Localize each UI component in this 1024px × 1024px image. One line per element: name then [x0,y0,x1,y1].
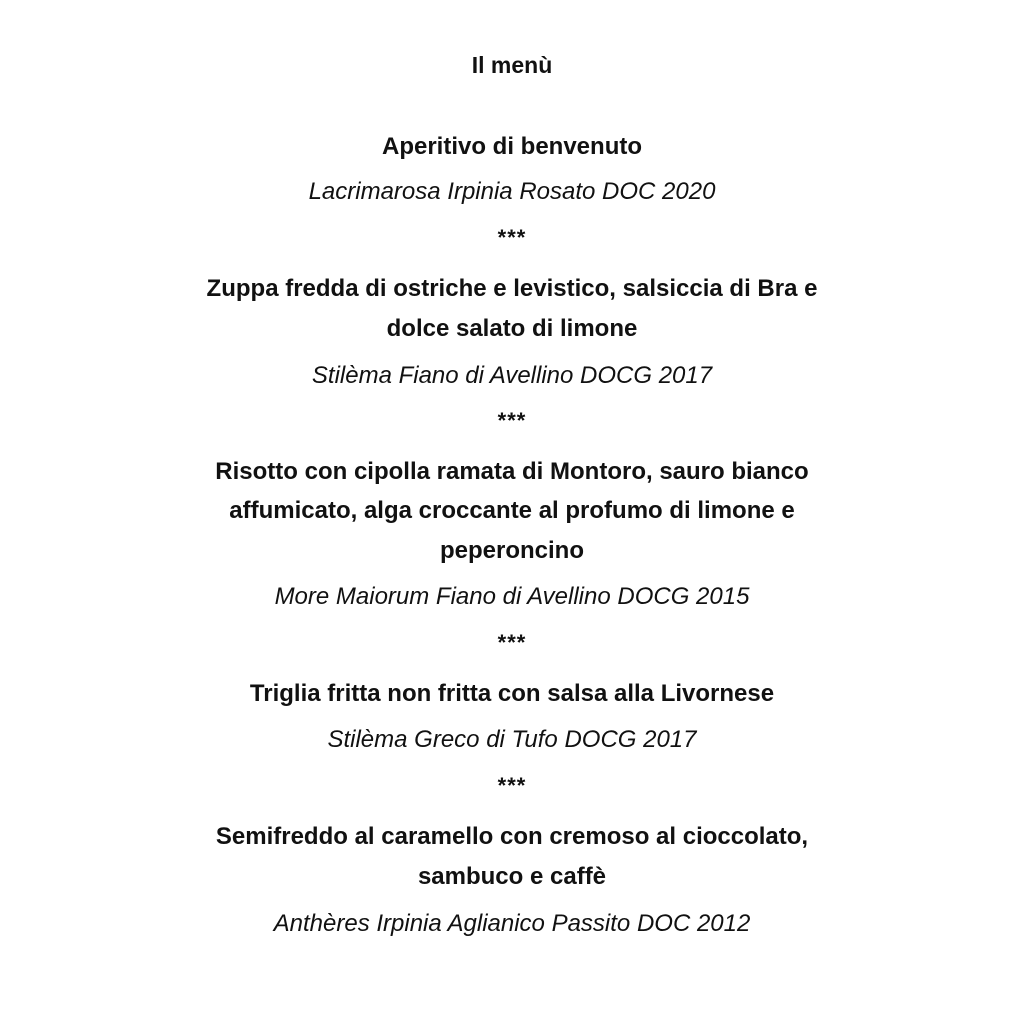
course-3-dish-line-1: Risotto con cipolla ramata di Montoro, sauro bianco [215,458,809,485]
course-1-dish-line-1: Aperitivo di benvenuto [381,133,642,160]
course-4-dish-line-1: Triglia fritta non fritta con salsa alla Livornese [249,680,775,707]
separator-2: *** [497,408,527,433]
course-5-dish-line-1: Semifreddo al caramello con cremoso al cioccolato, [215,823,809,850]
course-1-wine: Lacrimarosa Irpinia Rosato DOC 2020 [308,178,716,205]
separator-4: *** [497,773,527,798]
course-4-wine: Stilèma Greco di Tufo DOCG 2017 [327,726,697,753]
course-3-wine: More Maiorum Fiano di Avellino DOCG 2015 [274,583,750,610]
course-5-wine: Anthères Irpinia Aglianico Passito DOC 2012 [273,910,751,937]
course-2-dish-line-1: Zuppa fredda di ostriche e levistico, salsiccia di Bra e [206,275,818,302]
menu-title: Il menù [471,52,553,78]
course-3-dish-line-3: peperoncino [439,537,584,564]
course-2-wine: Stilèma Fiano di Avellino DOCG 2017 [311,362,713,389]
course-2-dish-line-2: dolce salato di limone [386,315,638,342]
course-3-dish-line-2: affumicato, alga croccante al profumo di limone e [229,497,795,524]
separator-1: *** [497,225,527,250]
course-5-dish-line-2: sambuco e caffè [417,863,607,890]
separator-3: *** [497,630,527,655]
